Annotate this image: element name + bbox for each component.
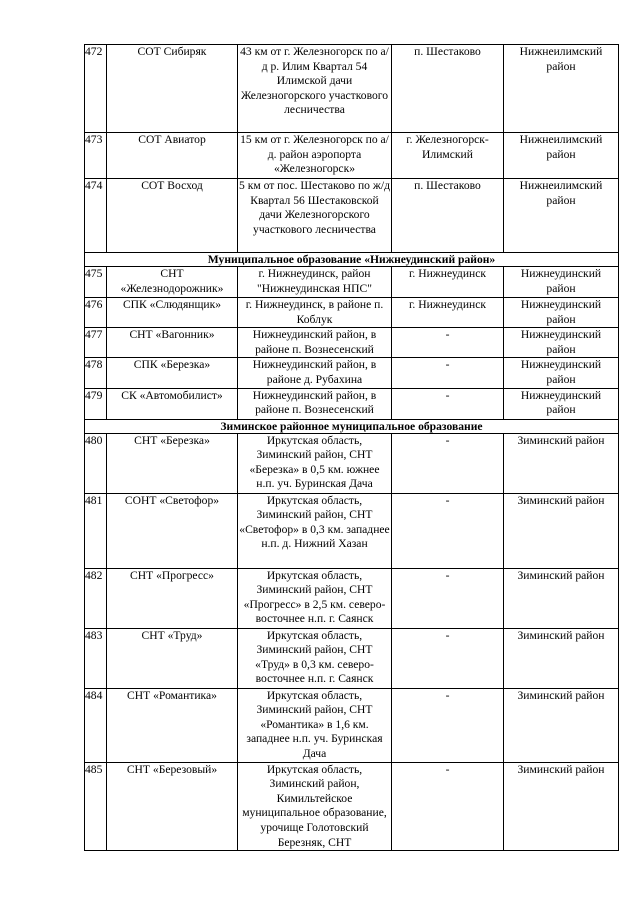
organization-name-cell: СОНТ «Светофор» [107,493,238,568]
organization-name-cell: СПК «Березка» [107,358,238,388]
row-number-cell: 477 [85,328,107,358]
location-cell: 5 км от пос. Шестаково по ж/д Квартал 56 Шестаковской дачи Железногорского участкового лесничества [238,179,392,253]
settlement-cell: п. Шестаково [392,45,504,133]
row-number-cell: 476 [85,298,107,328]
settlement-cell: - [392,628,504,688]
organization-name-cell: СНТ «Вагонник» [107,328,238,358]
row-number-cell: 482 [85,568,107,628]
section-title: Зиминское районное муниципальное образование [85,419,619,433]
organization-name-cell: СНТ «Березка» [107,433,238,493]
settlement-cell: - [392,433,504,493]
organization-name-cell: СК «Автомобилист» [107,388,238,419]
row-number-cell: 480 [85,433,107,493]
table-row [85,493,619,568]
district-cell: Нижнеилимский район [504,133,619,179]
table-row [85,433,619,493]
location-cell: Нижнеудинский район, в районе п. Вознесенский [238,328,392,358]
settlement-cell: - [392,328,504,358]
table-row [85,568,619,628]
table-row [85,45,619,133]
settlement-cell: г. Нижнеудинск [392,267,504,298]
settlement-cell: - [392,388,504,419]
table-row [85,688,619,762]
section-header-row [85,253,619,267]
organization-name-cell: СНТ «Труд» [107,628,238,688]
table-row [85,267,619,298]
location-cell: Иркутская область, Зиминский район, СНТ «Березка» в 0,5 км. южнее н.п. уч. Буринская Дача [238,433,392,493]
district-cell: Зиминский район [504,433,619,493]
district-cell: Зиминский район [504,493,619,568]
settlement-cell: г. Нижнеудинск [392,298,504,328]
location-cell: г. Нижнеудинск, в районе п. Коблук [238,298,392,328]
district-cell: Нижнеудинский район [504,328,619,358]
settlement-cell: - [392,688,504,762]
organization-name-cell: СНТ «Романтика» [107,688,238,762]
district-cell: Нижнеудинский район [504,358,619,388]
district-cell: Зиминский район [504,568,619,628]
district-cell: Зиминский район [504,628,619,688]
table-row [85,179,619,253]
district-cell: Нижнеудинский район [504,267,619,298]
settlement-cell: - [392,568,504,628]
location-cell: Иркутская область, Зиминский район, Кимильтейское муниципальное образование, урочище Голотовский Березняк, СНТ [238,762,392,851]
organization-name-cell: СОТ Восход [107,179,238,253]
district-cell: Нижнеилимский район [504,179,619,253]
row-number-cell: 479 [85,388,107,419]
registry-table-body [85,45,619,851]
location-cell: Иркутская область, Зиминский район, СНТ «Труд» в 0,3 км. северо-восточнее н.п. г. Саянск [238,628,392,688]
table-row [85,298,619,328]
district-cell: Нижнеудинский район [504,388,619,419]
row-number-cell: 484 [85,688,107,762]
table-row [85,628,619,688]
settlement-cell: п. Шестаково [392,179,504,253]
location-cell: Иркутская область, Зиминский район, СНТ «Романтика» в 1,6 км. западнее н.п. уч. Буринская Дача [238,688,392,762]
district-cell: Нижнеудинский район [504,298,619,328]
settlement-cell: г. Железногорск-Илимский [392,133,504,179]
row-number-cell: 478 [85,358,107,388]
location-cell: Иркутская область, Зиминский район, СНТ «Светофор» в 0,3 км. западнее н.п. д. Нижний Хазан [238,493,392,568]
settlement-cell: - [392,358,504,388]
section-header-row [85,419,619,433]
row-number-cell: 472 [85,45,107,133]
organization-name-cell: СНТ «Железнодорожник» [107,267,238,298]
table-row [85,133,619,179]
district-cell: Нижнеилимский район [504,45,619,133]
location-cell: 43 км от г. Железногорск по а/д р. Илим Квартал 54 Илимской дачи Железногорского участкового лесничества [238,45,392,133]
location-cell: 15 км от г. Железногорск по а/д. район аэропорта «Железногорск» [238,133,392,179]
row-number-cell: 481 [85,493,107,568]
location-cell: г. Нижнеудинск, район "Нижнеудинская НПС" [238,267,392,298]
table-row [85,388,619,419]
row-number-cell: 475 [85,267,107,298]
organization-name-cell: СПК «Слюдянщик» [107,298,238,328]
organization-name-cell: СОТ Сибиряк [107,45,238,133]
settlement-cell: - [392,762,504,851]
organization-name-cell: СНТ «Прогресс» [107,568,238,628]
registry-table [84,44,619,851]
district-cell: Зиминский район [504,688,619,762]
organization-name-cell: СОТ Авиатор [107,133,238,179]
table-row [85,328,619,358]
table-row [85,358,619,388]
district-cell: Зиминский район [504,762,619,851]
location-cell: Иркутская область, Зиминский район, СНТ «Прогресс» в 2,5 км. северо-восточнее н.п. г. Саянск [238,568,392,628]
row-number-cell: 485 [85,762,107,851]
row-number-cell: 474 [85,179,107,253]
organization-name-cell: СНТ «Березовый» [107,762,238,851]
table-row [85,762,619,851]
section-title: Муниципальное образование «Нижнеудинский район» [85,253,619,267]
settlement-cell: - [392,493,504,568]
location-cell: Нижнеудинский район, в районе д. Рубахина [238,358,392,388]
location-cell: Нижнеудинский район, в районе п. Вознесенский [238,388,392,419]
row-number-cell: 483 [85,628,107,688]
row-number-cell: 473 [85,133,107,179]
